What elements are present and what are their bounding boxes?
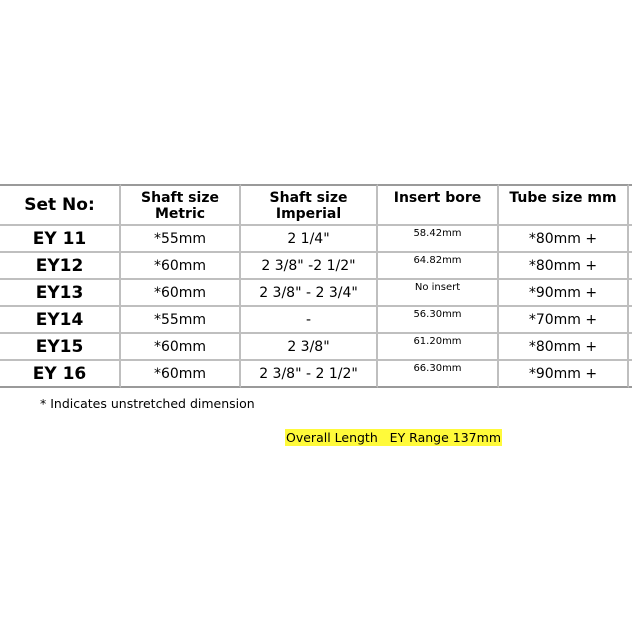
header-shaft-metric-line2: Metric bbox=[154, 206, 206, 222]
header-shaft-imperial bbox=[241, 184, 378, 226]
tube-size: *80mm + bbox=[499, 226, 629, 253]
shaft-imperial: 2 1/4" bbox=[241, 226, 378, 253]
overall-length-highlight: Overall Length EY Range 137mm bbox=[286, 430, 501, 445]
table-row bbox=[0, 361, 632, 388]
shaft-metric: *55mm bbox=[121, 307, 241, 334]
insert-bore: 61.20mm bbox=[378, 334, 499, 361]
tube-size: *90mm + bbox=[499, 361, 629, 388]
header-row bbox=[0, 184, 632, 226]
header-set-no: Set No: bbox=[0, 184, 121, 226]
insert-bore: 64.82mm bbox=[378, 253, 499, 280]
set-number: EY14 bbox=[0, 307, 121, 334]
tube-size: *80mm + bbox=[499, 334, 629, 361]
set-number: EY 16 bbox=[0, 361, 121, 388]
header-shaft-imperial-line2: Imperial bbox=[275, 206, 342, 222]
specs-table bbox=[0, 184, 632, 388]
shaft-imperial: 2 3/8" - 2 1/2" bbox=[241, 361, 378, 388]
header-tube-size: Tube size mm bbox=[499, 184, 629, 226]
shaft-imperial: 2 3/8" -2 1/2" bbox=[241, 253, 378, 280]
tube-size: *90mm + bbox=[499, 280, 629, 307]
shaft-imperial: - bbox=[241, 307, 378, 334]
shaft-metric: *55mm bbox=[121, 226, 241, 253]
insert-bore: 58.42mm bbox=[378, 226, 499, 253]
header-shaft-imperial-line1: Shaft size bbox=[269, 190, 348, 206]
header-shaft-metric bbox=[121, 184, 241, 226]
header-insert-bore: Insert bore bbox=[378, 184, 499, 226]
tube-size: *70mm + bbox=[499, 307, 629, 334]
shaft-metric: *60mm bbox=[121, 253, 241, 280]
shaft-metric: *60mm bbox=[121, 334, 241, 361]
table-row bbox=[0, 253, 632, 280]
shaft-imperial: 2 3/8" - 2 3/4" bbox=[241, 280, 378, 307]
set-number: EY12 bbox=[0, 253, 121, 280]
set-number: EY15 bbox=[0, 334, 121, 361]
insert-bore: 66.30mm bbox=[378, 361, 499, 388]
set-number: EY 11 bbox=[0, 226, 121, 253]
table-row bbox=[0, 334, 632, 361]
shaft-metric: *60mm bbox=[121, 280, 241, 307]
tube-size: *80mm + bbox=[499, 253, 629, 280]
table-row bbox=[0, 307, 632, 334]
shaft-metric: *60mm bbox=[121, 361, 241, 388]
insert-bore: 56.30mm bbox=[378, 307, 499, 334]
insert-bore: No insert bbox=[378, 280, 499, 307]
table-row bbox=[0, 226, 632, 253]
header-shaft-metric-line1: Shaft size bbox=[141, 190, 219, 206]
set-number: EY13 bbox=[0, 280, 121, 307]
shaft-imperial: 2 3/8" bbox=[241, 334, 378, 361]
unstretched-note: * Indicates unstretched dimension bbox=[40, 396, 255, 411]
table-row bbox=[0, 280, 632, 307]
